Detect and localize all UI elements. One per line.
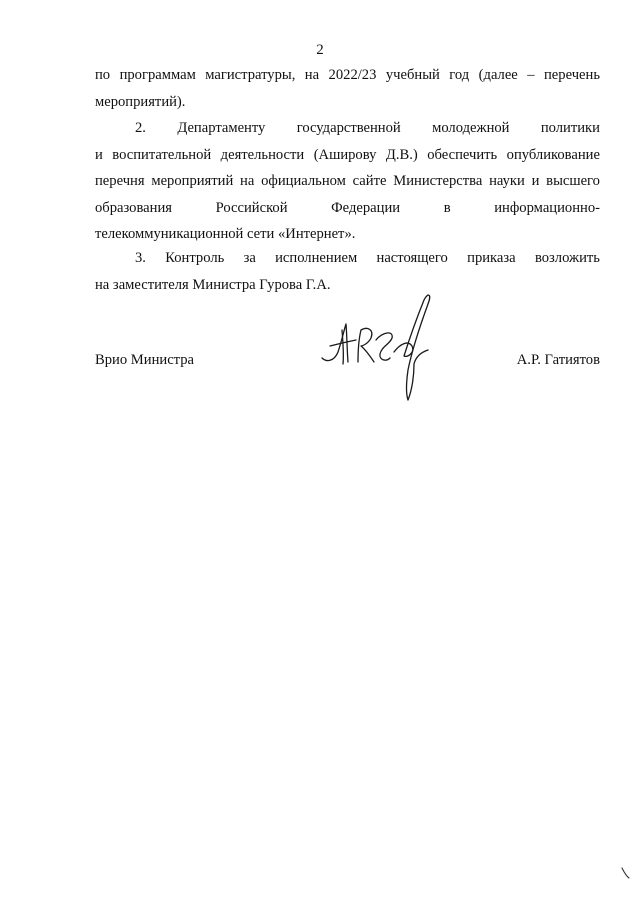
handwritten-signature [316, 290, 446, 410]
word: магистратуры, [205, 67, 296, 83]
word: сайте [352, 173, 387, 189]
word: Российской [215, 199, 288, 216]
word: высшего [546, 173, 600, 189]
paragraph-2-line-3 [95, 168, 600, 195]
word: Министерства [393, 173, 483, 189]
paragraph-2-line-4 [95, 195, 600, 222]
word: и [95, 146, 103, 163]
signatory-position: Врио Министра [95, 352, 194, 368]
word: (далее [478, 67, 518, 83]
word: политики [540, 120, 600, 136]
word: науки [489, 173, 525, 189]
word: на [240, 173, 255, 189]
word: программам [119, 67, 196, 83]
word: информационно- [494, 199, 600, 216]
paragraph-2-line-5: телекоммуникационной сети «Интернет». [95, 226, 356, 242]
word: 2022/23 [328, 67, 377, 83]
word: учебный [385, 67, 440, 83]
word: на [304, 67, 320, 83]
page-number: 2 [316, 42, 324, 58]
word: молодежной [432, 120, 510, 136]
signatory-name: А.Р. Гатиятов [516, 352, 600, 368]
item-number: 2. [135, 120, 146, 136]
word: в [443, 199, 451, 216]
word: и [531, 173, 540, 189]
word: воспитательной [112, 146, 212, 163]
word: Контроль [165, 250, 225, 266]
word: приказа [467, 250, 516, 266]
word: Д.В.) [385, 146, 418, 163]
word: опубликование [506, 146, 600, 163]
paragraph-1 [95, 62, 600, 115]
word: год [449, 67, 470, 83]
word: – [527, 67, 535, 83]
word: Департаменту [177, 120, 266, 136]
paragraph-3-line-2: на заместителя Министра Гурова Г.А. [95, 276, 331, 293]
paragraph-3-line-1 [95, 245, 600, 272]
word: настоящего [376, 250, 448, 266]
item-number: 3. [135, 250, 146, 266]
word: возложить [534, 250, 600, 266]
word: перечень [544, 67, 600, 83]
paragraph-2-line-1 [95, 115, 600, 142]
word: (Аширову [313, 146, 377, 163]
word: официальном [261, 173, 346, 189]
word: обеспечить [427, 146, 498, 163]
word: по [95, 67, 111, 83]
paragraph-1-line-1 [95, 62, 600, 89]
paragraph-2 [95, 115, 600, 248]
word: деятельности [220, 146, 305, 163]
word: мероприятий [151, 173, 234, 189]
word: исполнением [275, 250, 358, 266]
word: Федерации [331, 199, 401, 216]
paragraph-2-line-2 [95, 142, 600, 169]
scan-mark-icon [620, 866, 632, 880]
word: за [243, 250, 256, 266]
word: государственной [296, 120, 401, 136]
paragraph-1-line-2: мероприятий). [95, 93, 186, 110]
word: образования [95, 199, 172, 216]
word: перечня [95, 173, 145, 189]
